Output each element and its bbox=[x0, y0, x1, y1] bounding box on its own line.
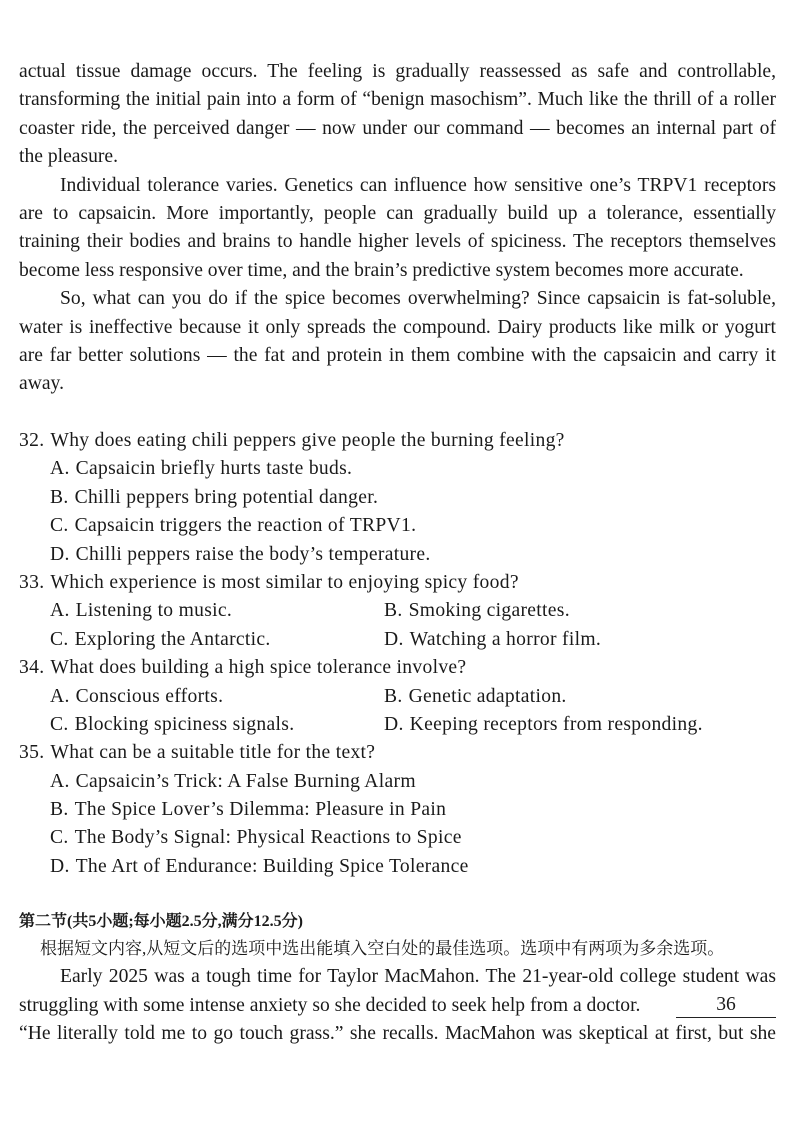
answer-blank: 36 bbox=[676, 993, 776, 1018]
question-list bbox=[19, 427, 776, 881]
question-33 bbox=[19, 569, 776, 654]
question-32 bbox=[19, 427, 776, 569]
option-a bbox=[19, 768, 776, 796]
option-text: Capsaicin’s Trick: A False Burning Alarm bbox=[75, 770, 416, 792]
passage-line: the pleasure. bbox=[19, 146, 119, 168]
paragraph-2 bbox=[19, 172, 776, 286]
question-34 bbox=[19, 654, 776, 739]
passage-line: are to capsaicin. More importantly, people can gradually build up a tolerance, essentially bbox=[19, 202, 776, 224]
paragraph-1 bbox=[19, 58, 776, 172]
option-d bbox=[384, 626, 601, 654]
passage-line-with-blank bbox=[19, 992, 776, 1020]
option-letter: C. bbox=[50, 628, 69, 650]
option-text: Conscious efforts. bbox=[75, 685, 224, 707]
section-heading: 第二节(共5小题;每小题2.5分,满分12.5分) bbox=[19, 913, 303, 930]
passage-line: coaster ride, the perceived danger — now under our command — becomes an internal part of bbox=[19, 117, 776, 139]
question-stem bbox=[19, 569, 776, 597]
option-text: Genetic adaptation. bbox=[408, 685, 567, 707]
option-c bbox=[50, 711, 384, 739]
option-b bbox=[19, 796, 776, 824]
paragraph-3 bbox=[19, 285, 776, 399]
passage-line: So, what can you do if the spice becomes overwhelming? Since capsaicin is fat-soluble, bbox=[60, 288, 776, 310]
option-letter: C. bbox=[50, 515, 69, 537]
option-letter: C. bbox=[50, 827, 69, 849]
option-letter: C. bbox=[50, 713, 69, 735]
option-text: Exploring the Antarctic. bbox=[74, 628, 271, 650]
option-d bbox=[19, 541, 776, 569]
option-text: Listening to music. bbox=[75, 600, 233, 622]
passage-line: away. bbox=[19, 373, 64, 395]
options-row bbox=[19, 626, 776, 654]
passage-line: Early 2025 was a tough time for Taylor MacMahon. The 21-year-old college student was bbox=[60, 966, 776, 988]
option-letter: D. bbox=[50, 543, 70, 565]
question-number: 33. bbox=[19, 571, 45, 593]
section-2 bbox=[19, 909, 776, 1049]
question-stem bbox=[19, 739, 776, 767]
option-letter: A. bbox=[50, 770, 70, 792]
options-row bbox=[19, 597, 776, 625]
option-text: Watching a horror film. bbox=[409, 628, 602, 650]
option-letter: A. bbox=[50, 685, 70, 707]
question-text: What can be a suitable title for the text? bbox=[50, 742, 376, 764]
option-text: The Spice Lover’s Dilemma: Pleasure in Pain bbox=[74, 799, 447, 821]
passage-line: Individual tolerance varies. Genetics can influence how sensitive one’s TRPV1 receptors bbox=[60, 174, 776, 196]
option-c bbox=[19, 824, 776, 852]
option-d bbox=[384, 711, 703, 739]
option-letter: B. bbox=[50, 799, 69, 821]
option-text: Capsaicin briefly hurts taste buds. bbox=[75, 458, 353, 480]
question-number: 34. bbox=[19, 657, 45, 679]
option-text: Keeping receptors from responding. bbox=[409, 713, 703, 735]
option-text: Capsaicin triggers the reaction of TRPV1. bbox=[74, 515, 417, 537]
option-letter: B. bbox=[384, 600, 403, 622]
option-text: Blocking spiciness signals. bbox=[74, 713, 295, 735]
option-text: The Body’s Signal: Physical Reactions to Spice bbox=[74, 827, 462, 849]
option-letter: D. bbox=[384, 628, 404, 650]
passage-line: “He literally told me to go touch grass.” she recalls. MacMahon was skeptical at first, but she bbox=[19, 1023, 776, 1045]
option-text: Chilli peppers bring potential danger. bbox=[74, 486, 379, 508]
option-text: Smoking cigarettes. bbox=[408, 600, 570, 622]
option-a bbox=[50, 597, 384, 625]
option-c bbox=[19, 512, 776, 540]
section-instructions: 根据短文内容,从短文后的选项中选出能填入空白处的最佳选项。选项中有两项为多余选项。 bbox=[40, 939, 725, 958]
question-stem bbox=[19, 654, 776, 682]
options-row bbox=[19, 711, 776, 739]
question-text: What does building a high spice tolerance involve? bbox=[50, 657, 467, 679]
option-letter: D. bbox=[50, 855, 70, 877]
option-letter: A. bbox=[50, 600, 70, 622]
reading-passage bbox=[19, 58, 776, 399]
passage-line: water is ineffective because it only spreads the compound. Dairy products like milk or yogurt bbox=[19, 316, 776, 338]
option-letter: D. bbox=[384, 713, 404, 735]
option-b bbox=[19, 484, 776, 512]
passage-line: become less responsive over time, and the brain’s predictive system becomes more accurate. bbox=[19, 259, 744, 281]
question-35 bbox=[19, 739, 776, 881]
question-text: Which experience is most similar to enjoying spicy food? bbox=[50, 571, 519, 593]
option-text: Chilli peppers raise the body’s temperature. bbox=[75, 543, 431, 565]
question-stem bbox=[19, 427, 776, 455]
question-number: 35. bbox=[19, 742, 45, 764]
option-b bbox=[384, 597, 570, 625]
options-row bbox=[19, 683, 776, 711]
passage-line: struggling with some intense anxiety so she decided to seek help from a doctor. bbox=[19, 994, 641, 1016]
option-letter: A. bbox=[50, 458, 70, 480]
passage-line: actual tissue damage occurs. The feeling is gradually reassessed as safe and controllable, bbox=[19, 61, 776, 82]
option-b bbox=[384, 683, 567, 711]
passage-line: training their bodies and brains to handle higher levels of spiciness. The receptors themselves bbox=[19, 231, 776, 253]
option-c bbox=[50, 626, 384, 654]
question-number: 32. bbox=[19, 430, 45, 451]
option-a bbox=[50, 683, 384, 711]
passage-line: transforming the initial pain into a form of “benign masochism”. Much like the thrill of a roller bbox=[19, 89, 776, 111]
option-letter: B. bbox=[384, 685, 403, 707]
passage-line: are far better solutions — the fat and protein in them combine with the capsaicin and carry it bbox=[19, 344, 776, 366]
option-d bbox=[19, 853, 776, 881]
question-text: Why does eating chili peppers give people the burning feeling? bbox=[50, 430, 565, 451]
option-a bbox=[19, 455, 776, 483]
option-text: The Art of Endurance: Building Spice Tolerance bbox=[75, 855, 469, 877]
option-letter: B. bbox=[50, 486, 69, 508]
